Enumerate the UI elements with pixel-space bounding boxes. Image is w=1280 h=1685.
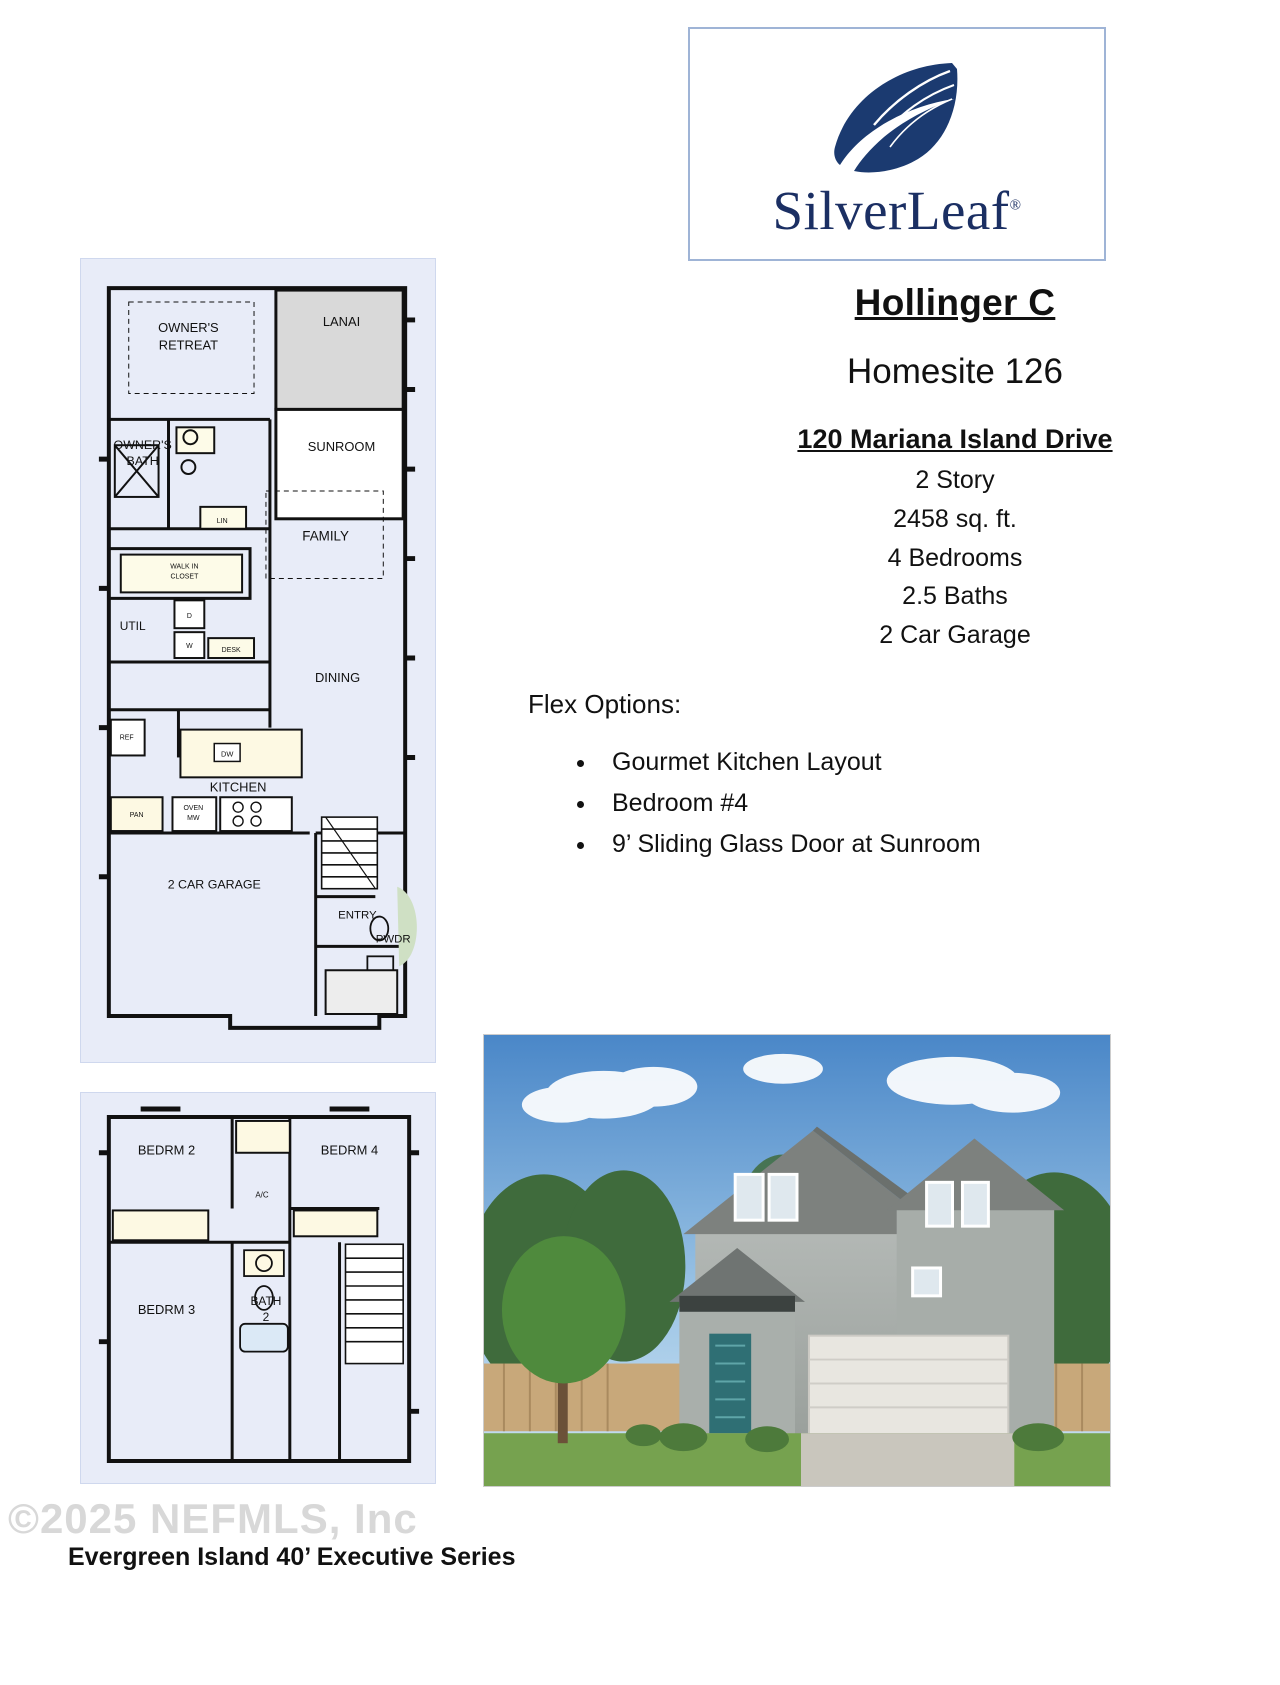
list-item: • Bedroom #4 (598, 783, 1280, 824)
svg-text:2 CAR GARAGE: 2 CAR GARAGE (167, 877, 261, 892)
svg-text:2: 2 (262, 1309, 270, 1324)
flex-options-list (572, 742, 1280, 866)
svg-text:OVEN: OVEN (183, 805, 204, 813)
registered-mark: ® (1009, 197, 1022, 214)
spec-garage: 2 Car Garage (879, 621, 1031, 649)
home-exterior-rendering (483, 1034, 1111, 1487)
svg-text:OWNER'S: OWNER'S (113, 438, 172, 453)
mls-watermark: ©2025 NEFMLS, Inc (8, 1495, 418, 1542)
first-floor-plan (80, 258, 436, 1063)
spec-baths: 2.5 Baths (902, 582, 1008, 611)
svg-text:W: W (186, 643, 193, 651)
svg-text:D: D (186, 613, 192, 621)
silverleaf-wordmark (772, 179, 1022, 241)
address-label: 120 Mariana Island Drive (797, 424, 1113, 454)
svg-text:MW: MW (187, 815, 200, 823)
svg-text:BEDRM 3: BEDRM 3 (137, 1301, 196, 1317)
svg-text:BATH: BATH (250, 1293, 282, 1308)
series-label: Evergreen Island 40’ Executive Series (68, 1543, 516, 1571)
svg-text:OWNER'S: OWNER'S (158, 319, 219, 335)
svg-text:BEDRM 2: BEDRM 2 (137, 1142, 196, 1158)
svg-text:DINING: DINING (314, 669, 361, 685)
svg-text:PWDR: PWDR (375, 933, 411, 946)
spec-list (630, 461, 1280, 655)
svg-text:PAN: PAN (129, 812, 144, 820)
svg-text:RETREAT: RETREAT (158, 337, 219, 353)
svg-text:A/C: A/C (255, 1190, 269, 1200)
svg-text:SUNROOM: SUNROOM (307, 439, 376, 455)
list-item: • 9’ Sliding Glass Door at Sunroom (598, 824, 1280, 865)
svg-text:WALK IN: WALK IN (170, 563, 199, 571)
svg-text:DW: DW (220, 749, 234, 759)
second-floor-plan (80, 1092, 436, 1484)
homesite-label: Homesite 126 (847, 352, 1063, 391)
page-title: Hollinger C (854, 282, 1056, 323)
svg-text:DESK: DESK (221, 647, 241, 655)
listing-details (520, 282, 1280, 866)
svg-text:CLOSET: CLOSET (170, 573, 199, 581)
svg-text:KITCHEN: KITCHEN (209, 779, 267, 795)
svg-text:BATH: BATH (126, 454, 159, 469)
svg-text:FAMILY: FAMILY (302, 528, 349, 544)
flex-options-title: Flex Options: (528, 688, 682, 719)
svg-text:LIN: LIN (216, 517, 228, 525)
wordmark-text: SilverLeaf (772, 179, 1010, 241)
svg-text:ENTRY: ENTRY (338, 909, 377, 922)
list-item: • Gourmet Kitchen Layout (598, 742, 1280, 783)
silverleaf-logo-box (688, 27, 1106, 261)
spec-stories: 2 Story (915, 466, 995, 494)
spec-bedrooms: 4 Bedrooms (887, 543, 1023, 572)
svg-text:UTIL: UTIL (119, 619, 146, 634)
spec-sqft: 2458 sq. ft. (893, 504, 1017, 533)
svg-text:BEDRM 4: BEDRM 4 (320, 1142, 379, 1158)
svg-text:REF: REF (119, 734, 134, 742)
svg-text:LANAI: LANAI (322, 313, 361, 329)
leaf-icon (802, 51, 992, 183)
